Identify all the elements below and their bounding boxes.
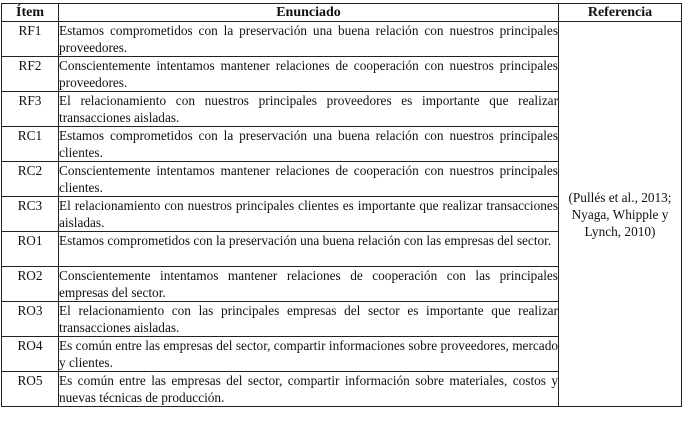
item-id: RO2 <box>2 267 59 302</box>
item-statement: Es común entre las empresas del sector, compartir información sobre materiales, costos y nuevas técnicas de producción. <box>59 373 558 405</box>
item-statement: Conscientemente intentamos mantener relaciones de cooperación con nuestros principales proveedores. <box>59 58 558 90</box>
header-item: Ítem <box>2 4 59 22</box>
header-statement: Enunciado <box>59 4 559 22</box>
item-statement: El relacionamiento con las principales empresas del sector es importante que realizar transacciones aisladas. <box>59 303 558 335</box>
item-id: RO4 <box>2 337 59 372</box>
header-row <box>2 4 682 22</box>
item-statement: Conscientemente intentamos mantener relaciones de cooperación con nuestros principales clientes. <box>59 163 558 195</box>
item-statement: Estamos comprometidos con la preservación una buena relación con las empresas del sector. <box>59 232 559 267</box>
item-id: RF3 <box>2 92 59 127</box>
item-statement: Estamos comprometidos con la preservación una buena relación con nuestros principales proveedores. <box>59 23 558 55</box>
item-id: RO3 <box>2 302 59 337</box>
item-id: RF2 <box>2 57 59 92</box>
item-id: RC2 <box>2 162 59 197</box>
item-id: RC1 <box>2 127 59 162</box>
items-table <box>1 3 682 407</box>
header-reference: Referencia <box>559 4 682 22</box>
item-statement: Es común entre las empresas del sector, compartir informaciones sobre proveedores, mercado y clientes. <box>59 338 558 370</box>
item-id: RC3 <box>2 197 59 232</box>
item-statement: Conscientemente intentamos mantener relaciones de cooperación con las principales empresas del sector. <box>59 268 558 300</box>
item-id: RO1 <box>2 232 59 267</box>
item-statement: El relacionamiento con nuestros principales clientes es importante que realizar transacciones aisladas. <box>59 198 558 230</box>
item-statement: Estamos comprometidos con la preservación una buena relación con nuestros principales clientes. <box>59 128 558 160</box>
reference-cell: (Pullés et al., 2013; Nyaga, Whipple y Lynch, 2010) <box>559 22 682 407</box>
table-row <box>2 22 682 57</box>
item-id: RO5 <box>2 372 59 407</box>
item-id: RF1 <box>2 22 59 57</box>
item-statement: El relacionamiento con nuestros principales proveedores es importante que realizar transacciones aisladas. <box>59 93 558 125</box>
